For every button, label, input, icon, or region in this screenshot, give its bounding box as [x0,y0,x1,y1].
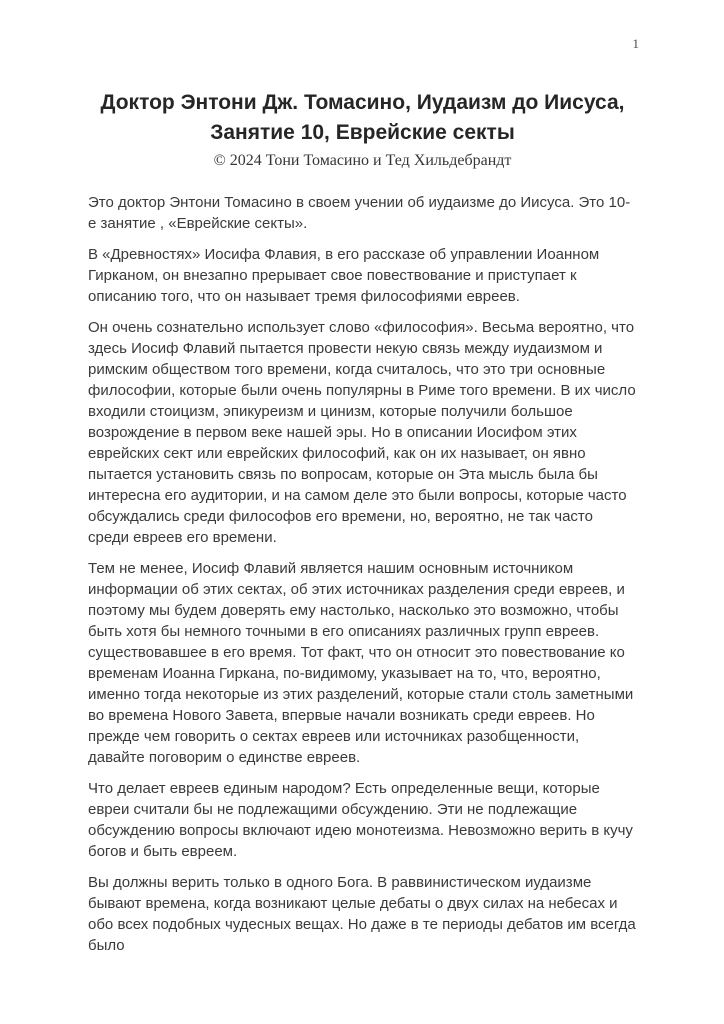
page-number: 1 [632,36,639,51]
paragraph-one-god: Вы должны верить только в одного Бога. В раввинистическом иудаизме бывают времена, когда возникают целые дебаты о двух силах на небесах и обо всех подобных чудесных вещах. Но даже в те периоды дебатов им всегда было [88,874,636,954]
paragraph-intro: Это доктор Энтони Томасино в своем учении об иудаизме до Иисуса. Это 10-е занятие , «Еврейские секты». [88,194,631,232]
paragraph-josephus-source: Тем не менее, Иосиф Флавий является нашим основным источником информации об этих сектах, об этих источниках разделения среди евреев, и поэтому мы будем доверять ему настолько, насколько это возможно, чтобы быть хотя бы немного точными в его описаниях различных групп евреев. существовавшее в его время. Тот факт, что он относит это повествование ко временам Иоанна Гиркана, по-видимому, указывает на то, что, вероятно, именно тогда некоторые из этих разделений, которые стали столь заметными во времена Нового Завета, впервые начали возникать среди евреев. Но прежде чем говорить о сектах евреев или источниках разобщенности, давайте поговорим о единстве евреев. [88,560,634,766]
copyright-line: © 2024 Тони Томасино и Тед Хильдебрандт [213,152,512,169]
paragraph-philosophy: Он очень сознательно использует слово «философия». Весьма вероятно, что здесь Иосиф Флавий пытается провести некую связь между иудаизмом и римским обществом того времени, когда считалось, что это три основные философии, которые были очень популярны в Риме того времени. В их число входили стоицизм, эпикуреизм и цинизм, которые получили большое возрождение в первом веке нашей эры. Но в описании Иосифом этих еврейских сект или еврейских философий, как он их называет, он явно пытается установить связь по вопросам, которые он Эта мысль была бы интересна его аудитории, и на самом деле это были вопросы, которые часто обсуждались среди философов его времени, но, вероятно, не так часто среди евреев его времени. [88,319,636,546]
document-title-line-1: Доктор Энтони Дж. Томасино, Иудаизм до Иисуса, [100,91,625,114]
paragraph-antiquities: В «Древностях» Иосифа Флавия, в его рассказе об управлении Иоанном Гирканом, он внезапно прерывает свое повествование и приступает к описанию того, что он называет тремя философиями евреев. [88,246,600,305]
document-title [88,88,637,148]
document-body [88,192,637,956]
document-title-line-2: Занятие 10, Еврейские секты [210,121,515,144]
paragraph-jewish-unity: Что делает евреев единым народом? Есть определенные вещи, которые евреи считали бы не подлежащими обсуждению. Эти не подлежащие обсуждению вопросы включают идею монотеизма. Невозможно верить в кучу богов и быть евреем. [88,780,633,860]
